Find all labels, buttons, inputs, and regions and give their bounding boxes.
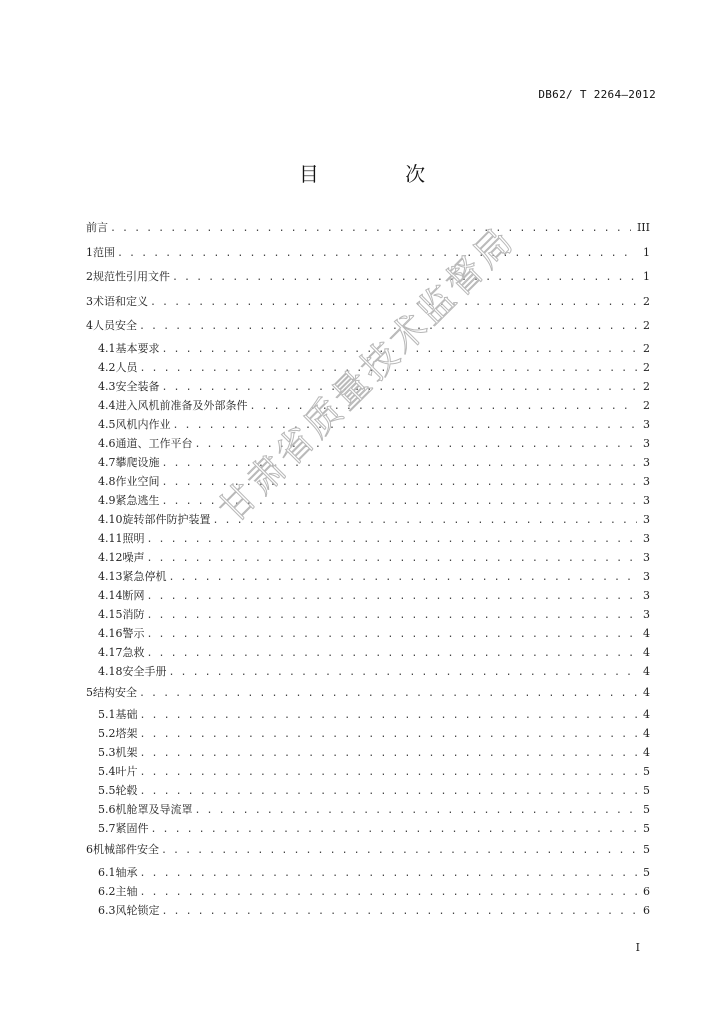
toc-entry[interactable] <box>86 290 650 315</box>
toc-entry-label: 紧固件 <box>115 822 149 835</box>
toc-entry-number: 6.2 <box>98 884 116 898</box>
toc-entry-label: 照明 <box>122 531 145 545</box>
toc-entry[interactable] <box>86 819 650 838</box>
toc-leader-dots <box>161 839 637 864</box>
toc-entry-number: 3 <box>86 294 93 308</box>
toc-entry-label: 范围 <box>93 245 115 259</box>
table-of-contents <box>86 216 650 920</box>
toc-leader-dots <box>162 454 638 473</box>
toc-entry-page: 4 <box>643 685 650 699</box>
toc-entry[interactable] <box>86 863 650 882</box>
toc-entry-page: 3 <box>643 512 650 526</box>
toc-entry-number: 4.7 <box>98 455 116 469</box>
toc-entry-page: 4 <box>643 727 650 740</box>
toc-entry-label: 轴承 <box>115 865 138 879</box>
toc-entry[interactable] <box>86 662 650 681</box>
toc-leader-dots <box>110 217 631 242</box>
toc-entry[interactable] <box>86 415 650 434</box>
toc-entry-page: 5 <box>643 803 650 816</box>
toc-leader-dots <box>151 820 638 839</box>
toc-entry-page: 5 <box>643 822 650 835</box>
toc-entry-number: 2 <box>86 270 93 283</box>
toc-entry-page: 3 <box>643 588 650 602</box>
toc-leader-dots <box>140 706 638 725</box>
toc-entry-page: 4 <box>643 645 650 659</box>
toc-entry-page: 2 <box>643 294 650 308</box>
toc-entry-label: 攀爬设施 <box>115 455 160 469</box>
toc-leader-dots <box>150 291 637 316</box>
toc-entry-label: 作业空间 <box>115 474 160 488</box>
toc-entry-number: 4.6 <box>98 436 116 450</box>
toc-leader-dots <box>195 801 638 820</box>
toc-entry-page: 6 <box>643 903 650 917</box>
toc-entry[interactable] <box>86 901 650 920</box>
toc-entry-number: 4.9 <box>98 493 116 507</box>
toc-entry[interactable] <box>86 605 650 624</box>
toc-leader-dots <box>162 340 638 359</box>
toc-entry-number: 4.12 <box>98 550 123 564</box>
toc-entry-label: 噪声 <box>122 550 145 564</box>
toc-entry-label: 旋转部件防护装置 <box>122 512 211 526</box>
toc-entry[interactable] <box>86 743 650 762</box>
toc-leader-dots <box>140 763 638 782</box>
toc-entry-number: 4.5 <box>98 417 116 431</box>
toc-leader-dots <box>140 359 638 378</box>
toc-entry-label: 规范性引用文件 <box>93 270 170 283</box>
toc-entry[interactable] <box>86 882 650 901</box>
toc-entry[interactable] <box>86 800 650 819</box>
toc-entry-page: 2 <box>643 360 650 374</box>
toc-entry[interactable] <box>86 643 650 662</box>
toc-entry[interactable] <box>86 434 650 453</box>
toc-entry-page: 3 <box>643 436 650 450</box>
toc-entry[interactable] <box>86 781 650 800</box>
toc-entry-page: 1 <box>643 245 650 259</box>
toc-leader-dots <box>172 266 637 291</box>
toc-leader-dots <box>147 530 638 549</box>
toc-entry-page: 2 <box>643 398 650 412</box>
toc-leader-dots <box>117 242 637 267</box>
toc-entry-label: 人员安全 <box>93 319 137 332</box>
toc-leader-dots <box>169 663 638 682</box>
toc-entry[interactable] <box>86 624 650 643</box>
toc-entry-number: 4.17 <box>98 645 123 659</box>
toc-entry-number: 5.1 <box>98 708 116 721</box>
toc-entry-page: 4 <box>643 626 650 640</box>
toc-entry-number: 5.6 <box>98 803 116 816</box>
toc-leader-dots <box>147 549 638 568</box>
toc-entry-label: 主轴 <box>115 884 138 898</box>
toc-entry[interactable] <box>86 762 650 781</box>
toc-leader-dots <box>213 511 638 530</box>
toc-entry-number: 4.4 <box>98 398 116 412</box>
toc-leader-dots <box>162 378 638 397</box>
watermark-stamp: 甘肃省质量技术监督局 <box>211 218 524 531</box>
toc-entry-number: 4.18 <box>98 664 123 678</box>
toc-entry[interactable] <box>86 567 650 586</box>
toc-entry-page: 1 <box>643 270 650 283</box>
toc-entry-label: 通道、工作平台 <box>115 436 193 450</box>
toc-entry-number: 4.2 <box>98 360 116 374</box>
toc-entry[interactable] <box>86 396 650 415</box>
toc-entry[interactable] <box>86 724 650 743</box>
toc-entry[interactable] <box>86 705 650 724</box>
toc-entry-number: 4.8 <box>98 474 116 488</box>
toc-entry-label: 叶片 <box>115 765 138 778</box>
toc-entry-page: 3 <box>643 474 650 488</box>
toc-entry[interactable] <box>86 358 650 377</box>
toc-entry-label: 风轮锁定 <box>115 903 160 917</box>
toc-entry-page: 5 <box>643 765 650 778</box>
page-title: 目 次 <box>298 162 466 186</box>
toc-entry-page: 3 <box>643 531 650 545</box>
toc-entry-number: 5.4 <box>98 765 116 778</box>
toc-entry-page: 5 <box>643 843 650 856</box>
toc-entry-number: 4.13 <box>98 569 123 583</box>
toc-leader-dots <box>162 473 638 492</box>
toc-entry[interactable] <box>86 339 650 358</box>
toc-entry-page: 2 <box>643 379 650 393</box>
toc-entry-label: 人员 <box>115 360 138 374</box>
toc-entry[interactable] <box>86 265 650 290</box>
toc-leader-dots <box>147 625 638 644</box>
toc-entry-page: 4 <box>643 708 650 721</box>
toc-entry-number: 5.3 <box>98 746 116 759</box>
toc-entry-page: 2 <box>643 341 650 355</box>
toc-entry[interactable] <box>86 586 650 605</box>
toc-leader-dots <box>139 315 637 340</box>
toc-entry-label: 进入风机前准备及外部条件 <box>115 398 248 412</box>
toc-entry-label: 消防 <box>122 607 145 621</box>
toc-entry-label: 紧急停机 <box>122 569 167 583</box>
toc-entry-label: 塔架 <box>115 727 138 740</box>
toc-leader-dots <box>162 492 638 511</box>
toc-entry-page: 2 <box>643 319 650 332</box>
toc-entry-number: 4.1 <box>98 341 116 355</box>
toc-entry[interactable] <box>86 377 650 396</box>
toc-entry-number: 1 <box>86 245 93 259</box>
toc-entry-number: 4.14 <box>98 588 123 602</box>
toc-entry-page: 3 <box>643 550 650 564</box>
toc-entry-page: 6 <box>643 884 650 898</box>
toc-entry-page: 3 <box>643 493 650 507</box>
toc-entry-number: 4 <box>86 319 93 332</box>
toc-entry-number: 4.16 <box>98 626 123 640</box>
toc-entry-label: 断网 <box>122 588 145 602</box>
toc-leader-dots <box>140 883 638 902</box>
toc-leader-dots <box>147 644 638 663</box>
toc-leader-dots <box>139 682 637 707</box>
toc-entry-label: 轮毂 <box>115 784 138 797</box>
toc-entry-page: III <box>636 221 650 234</box>
toc-entry-page: 5 <box>643 784 650 797</box>
toc-entry-page: 4 <box>643 746 650 759</box>
toc-entry-number: 4.15 <box>98 607 123 621</box>
toc-leader-dots <box>147 587 638 606</box>
toc-entry-number: 5.5 <box>98 784 116 797</box>
toc-entry-label: 机械部件安全 <box>93 843 159 856</box>
toc-entry-number: 5.2 <box>98 727 116 740</box>
toc-entry[interactable] <box>86 529 650 548</box>
toc-entry[interactable] <box>86 241 650 266</box>
toc-entry[interactable] <box>86 548 650 567</box>
toc-entry-page: 3 <box>643 417 650 431</box>
toc-entry-page: 5 <box>643 865 650 879</box>
toc-entry-label: 机架 <box>115 746 138 759</box>
toc-entry[interactable] <box>86 681 650 706</box>
toc-entry[interactable] <box>86 314 650 339</box>
toc-leader-dots <box>147 606 638 625</box>
toc-entry-label: 结构安全 <box>93 685 137 699</box>
toc-entry[interactable] <box>86 472 650 491</box>
toc-entry-number: 5 <box>86 685 93 699</box>
toc-entry[interactable] <box>86 510 650 529</box>
toc-entry-number: 4.11 <box>98 531 123 545</box>
toc-entry-page: 4 <box>643 664 650 678</box>
toc-leader-dots <box>250 397 638 416</box>
toc-entry-number: 4.10 <box>98 512 123 526</box>
toc-leader-dots <box>140 864 638 883</box>
toc-entry-number: 5.7 <box>98 822 116 835</box>
toc-entry[interactable] <box>86 453 650 472</box>
toc-entry-page: 3 <box>643 569 650 583</box>
standard-code: DB62/ T 2264—2012 <box>538 88 656 101</box>
toc-entry-label: 安全手册 <box>122 664 167 678</box>
toc-entry-label: 基础 <box>115 708 138 721</box>
toc-entry-label: 基本要求 <box>115 341 160 355</box>
page-number: I <box>635 941 640 954</box>
toc-entry[interactable] <box>86 491 650 510</box>
toc-entry-number: 6.1 <box>98 865 116 879</box>
toc-leader-dots <box>162 902 638 921</box>
toc-entry-label: 术语和定义 <box>93 294 148 308</box>
toc-entry-number: 4.3 <box>98 379 116 393</box>
toc-entry-label: 风机内作业 <box>115 417 171 431</box>
toc-leader-dots <box>140 744 638 763</box>
toc-entry-number: 6 <box>86 843 93 856</box>
toc-entry[interactable] <box>86 838 650 863</box>
toc-leader-dots <box>169 568 638 587</box>
toc-entry[interactable] <box>86 216 650 241</box>
toc-entry-label: 安全装备 <box>115 379 160 393</box>
toc-entry-page: 3 <box>643 455 650 469</box>
toc-entry-label: 紧急逃生 <box>115 493 160 507</box>
toc-entry-label: 前言 <box>86 221 108 234</box>
toc-entry-number: 6.3 <box>98 903 116 917</box>
toc-leader-dots <box>140 782 638 801</box>
toc-entry-label: 警示 <box>122 626 145 640</box>
toc-entry-label: 机舱罩及导流罩 <box>115 803 193 816</box>
toc-leader-dots <box>173 416 638 435</box>
toc-entry-page: 3 <box>643 607 650 621</box>
toc-leader-dots <box>195 435 638 454</box>
toc-leader-dots <box>140 725 638 744</box>
toc-entry-label: 急救 <box>122 645 145 659</box>
